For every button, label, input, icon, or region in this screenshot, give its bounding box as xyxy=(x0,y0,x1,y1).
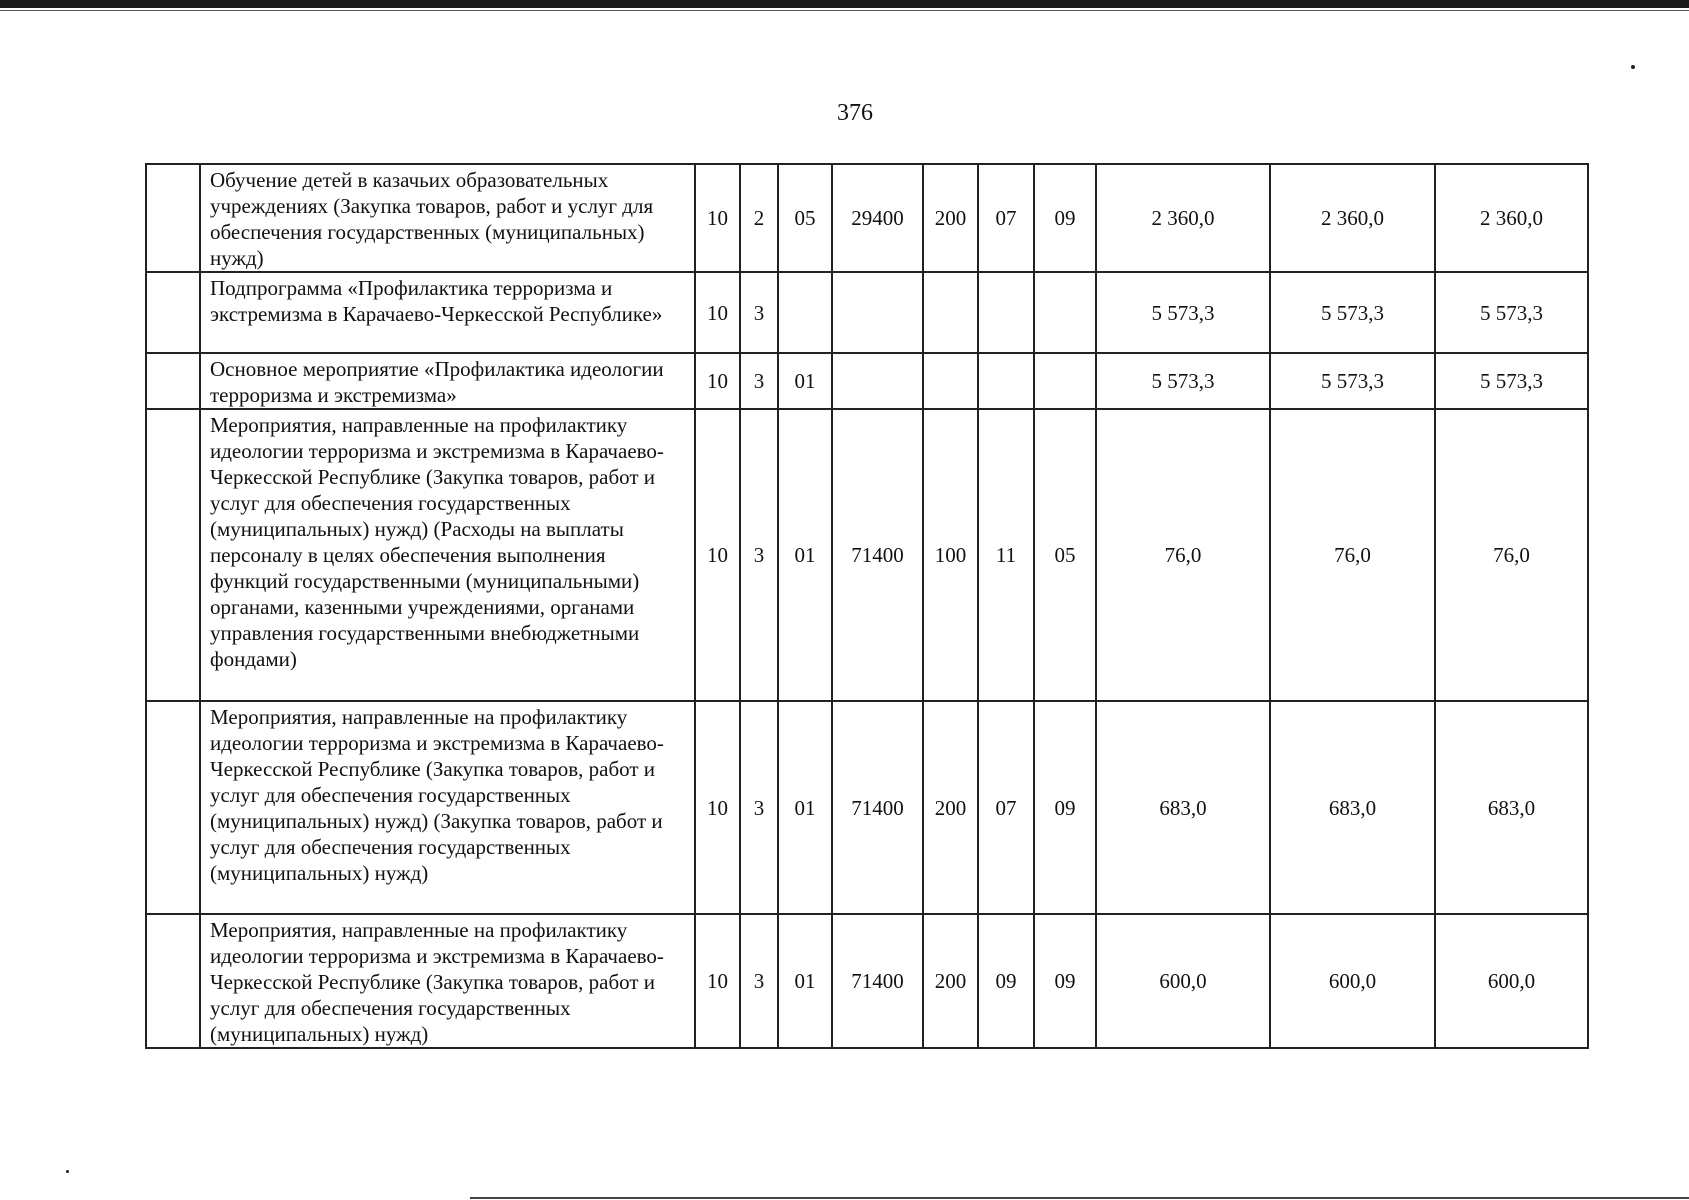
code-cell: 10 xyxy=(695,914,740,1048)
row-index-cell xyxy=(146,409,200,701)
code-cell xyxy=(923,272,978,353)
row-description: Подпрограмма «Профилактика терроризма и экстремизма в Карачаево-Черкесской Республике» xyxy=(200,272,695,353)
scan-speck xyxy=(1631,65,1635,69)
amount-cell: 600,0 xyxy=(1435,914,1588,1048)
code-cell: 10 xyxy=(695,272,740,353)
amount-cell: 683,0 xyxy=(1270,701,1435,914)
code-cell: 09 xyxy=(978,914,1034,1048)
code-cell: 09 xyxy=(1034,701,1096,914)
code-cell: 09 xyxy=(1034,164,1096,272)
code-cell: 29400 xyxy=(832,164,923,272)
table-row xyxy=(146,914,1588,1048)
amount-cell: 2 360,0 xyxy=(1096,164,1270,272)
code-cell: 10 xyxy=(695,353,740,409)
amount-cell: 683,0 xyxy=(1435,701,1588,914)
row-index-cell xyxy=(146,914,200,1048)
code-cell: 71400 xyxy=(832,409,923,701)
row-index-cell xyxy=(146,164,200,272)
code-cell xyxy=(978,353,1034,409)
scan-speck xyxy=(66,1170,69,1173)
code-cell: 01 xyxy=(778,353,832,409)
amount-cell: 600,0 xyxy=(1096,914,1270,1048)
top-scan-rule xyxy=(0,0,1689,8)
bottom-scan-rule xyxy=(470,1197,1689,1199)
row-description: Мероприятия, направленные на профилактику идеологии терроризма и экстремизма в Карачаево-Черкесской Республике (Закупка товаров, работ и услуг для обеспечения государственных (муниципальных) нужд) xyxy=(200,914,695,1048)
code-cell xyxy=(1034,272,1096,353)
top-scan-rule-thin xyxy=(0,10,1689,11)
table-row xyxy=(146,353,1588,409)
amount-cell: 5 573,3 xyxy=(1435,272,1588,353)
code-cell: 200 xyxy=(923,701,978,914)
code-cell: 10 xyxy=(695,701,740,914)
table-row xyxy=(146,409,1588,701)
code-cell: 71400 xyxy=(832,914,923,1048)
amount-cell: 5 573,3 xyxy=(1435,353,1588,409)
row-description: Мероприятия, направленные на профилактику идеологии терроризма и экстремизма в Карачаево-Черкесской Республике (Закупка товаров, работ и услуг для обеспечения государственных (муниципальных) нужд) (Закупка товаров, работ и услуг для обеспечения государственных (муниципальных) нужд) xyxy=(200,701,695,914)
code-cell: 3 xyxy=(740,701,778,914)
code-cell: 200 xyxy=(923,914,978,1048)
code-cell xyxy=(832,353,923,409)
code-cell: 200 xyxy=(923,164,978,272)
amount-cell: 683,0 xyxy=(1096,701,1270,914)
code-cell: 2 xyxy=(740,164,778,272)
code-cell: 3 xyxy=(740,353,778,409)
table-row xyxy=(146,272,1588,353)
amount-cell: 5 573,3 xyxy=(1096,272,1270,353)
amount-cell: 5 573,3 xyxy=(1270,272,1435,353)
code-cell: 100 xyxy=(923,409,978,701)
row-index-cell xyxy=(146,353,200,409)
amount-cell: 76,0 xyxy=(1096,409,1270,701)
code-cell xyxy=(923,353,978,409)
code-cell: 05 xyxy=(1034,409,1096,701)
code-cell: 3 xyxy=(740,914,778,1048)
code-cell xyxy=(978,272,1034,353)
table-row xyxy=(146,164,1588,272)
row-description: Основное мероприятие «Профилактика идеологии терроризма и экстремизма» xyxy=(200,353,695,409)
code-cell: 09 xyxy=(1034,914,1096,1048)
code-cell: 07 xyxy=(978,164,1034,272)
code-cell: 05 xyxy=(778,164,832,272)
code-cell xyxy=(778,272,832,353)
row-description: Мероприятия, направленные на профилактику идеологии терроризма и экстремизма в Карачаево-Черкесской Республике (Закупка товаров, работ и услуг для обеспечения государственных (муниципальных) нужд) (Расходы на выплаты персоналу в целях обеспечения выполнения функций государственными (муниципальными) органами, казенными учреждениями, органами управления государственными внебюджетными фондами) xyxy=(200,409,695,701)
budget-table xyxy=(145,163,1589,1049)
code-cell: 10 xyxy=(695,164,740,272)
row-index-cell xyxy=(146,701,200,914)
amount-cell: 2 360,0 xyxy=(1435,164,1588,272)
code-cell: 10 xyxy=(695,409,740,701)
amount-cell: 2 360,0 xyxy=(1270,164,1435,272)
amount-cell: 76,0 xyxy=(1270,409,1435,701)
row-description: Обучение детей в казачьих образовательных учреждениях (Закупка товаров, работ и услуг для обеспечения государственных (муниципальных) нужд) xyxy=(200,164,695,272)
amount-cell: 5 573,3 xyxy=(1270,353,1435,409)
code-cell: 71400 xyxy=(832,701,923,914)
code-cell: 01 xyxy=(778,409,832,701)
code-cell: 07 xyxy=(978,701,1034,914)
code-cell: 3 xyxy=(740,409,778,701)
amount-cell: 600,0 xyxy=(1270,914,1435,1048)
amount-cell: 5 573,3 xyxy=(1096,353,1270,409)
code-cell xyxy=(1034,353,1096,409)
code-cell: 3 xyxy=(740,272,778,353)
code-cell xyxy=(832,272,923,353)
code-cell: 01 xyxy=(778,914,832,1048)
row-index-cell xyxy=(146,272,200,353)
code-cell: 01 xyxy=(778,701,832,914)
page-number: 376 xyxy=(837,100,873,126)
code-cell: 11 xyxy=(978,409,1034,701)
amount-cell: 76,0 xyxy=(1435,409,1588,701)
table-row xyxy=(146,701,1588,914)
